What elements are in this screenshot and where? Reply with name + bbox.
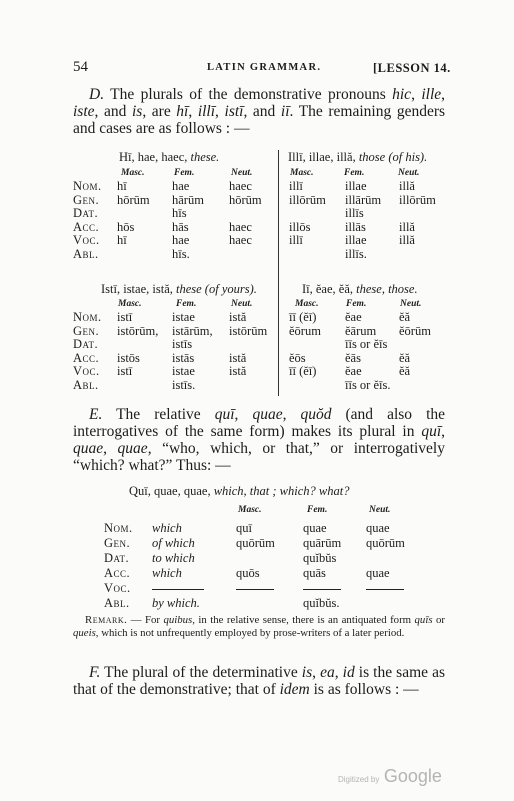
cell: illōrūm (399, 192, 436, 207)
word-quis: quīs (414, 614, 433, 626)
cell: illī (289, 179, 303, 193)
cell: illă (399, 219, 415, 234)
cell: istă (229, 310, 247, 324)
cell (289, 207, 326, 221)
isti-col-neut (229, 311, 267, 392)
cell (399, 379, 431, 393)
ii-col-neut (399, 311, 431, 392)
word-ea: ea (320, 664, 335, 681)
cell: to which (152, 551, 195, 565)
word-is: is (131, 103, 143, 120)
sep: , (103, 440, 118, 457)
paragraph-e (73, 406, 445, 474)
cell: ĕārum (345, 323, 377, 338)
cell: istās (172, 350, 195, 365)
cell: istōrūm, (117, 323, 159, 338)
cell-empty-rule (152, 581, 204, 596)
para-d-text-3: , are (142, 103, 177, 120)
cell: quae (366, 521, 390, 535)
cell: ĕōs (289, 350, 306, 365)
cell: īīs or ĕīs (345, 337, 388, 351)
ii-head-fem: Fem. (346, 299, 367, 309)
word-iste: iste (73, 103, 95, 120)
cell: ĕās (345, 350, 361, 365)
cell (229, 379, 267, 393)
case-label: Abl. (104, 596, 130, 610)
word-ille: ille (421, 86, 442, 103)
cell: illōrūm (289, 192, 326, 207)
cell (236, 551, 275, 566)
illi-head-fem: Fem. (344, 168, 365, 178)
case-label: Abl. (73, 246, 99, 261)
cell-empty-rule (236, 581, 275, 596)
sep: , (234, 406, 253, 423)
qui-head-masc: Masc. (238, 505, 262, 515)
isti-col-masc (117, 311, 158, 392)
cell: illă (399, 233, 415, 247)
table-hi-title (119, 150, 219, 165)
cell (229, 207, 262, 221)
remark (73, 614, 445, 639)
remark-text-3: or (432, 614, 445, 626)
qui-col-fem (303, 521, 341, 611)
google-logo: Google (383, 766, 442, 786)
table-qui-meaning: which, that ; which? what? (213, 484, 350, 498)
cell (236, 596, 275, 611)
sep: , (188, 103, 198, 120)
cell: illae (345, 179, 367, 193)
word-hic: hic (392, 86, 412, 103)
cell: by which. (152, 596, 200, 610)
illi-col-neut (399, 180, 436, 261)
cell (117, 248, 150, 262)
cell: illārūm (345, 192, 382, 207)
word-qui: quī (421, 423, 442, 440)
word-qui: quī (214, 406, 235, 423)
qui-head-neut: Neut. (369, 505, 391, 515)
para-d-text-5: . The remaining genders and cases are as follows : — (73, 103, 446, 137)
case-label: Abl. (73, 377, 99, 392)
hi-col-neut (229, 180, 262, 261)
cell (399, 248, 436, 262)
cell: quās (303, 566, 326, 580)
remark-text-1: — For (127, 614, 164, 626)
cell: hae (172, 233, 190, 247)
case-label: Acc. (73, 219, 100, 234)
sep: , (312, 664, 321, 681)
column-divider (278, 150, 279, 396)
table-isti-forms: Istī, istae, istă, (101, 282, 173, 296)
page-number: 54 (73, 59, 88, 75)
cell: hōrūm (229, 192, 262, 207)
para-f-text-1: The plural of the determinative (100, 664, 302, 681)
ii-head-masc: Masc. (295, 299, 319, 309)
illi-col-masc (289, 180, 326, 261)
cell (117, 207, 150, 221)
hi-head-fem: Fem. (174, 168, 195, 178)
case-label: Acc. (104, 566, 131, 580)
cell: quōrūm (366, 536, 405, 550)
table-illi-forms: Illī, illae, illă, (288, 150, 356, 164)
table-illi-meaning: those (of his). (358, 150, 428, 164)
para-d-text-2: , and (94, 103, 132, 120)
para-d-text-1: The plurals of the demonstrative pronouns (104, 86, 393, 103)
sep: , (282, 406, 301, 423)
cell: ĕă (399, 350, 411, 365)
isti-cases (73, 311, 102, 392)
cell (289, 338, 321, 352)
cell: haec (229, 179, 252, 193)
cell (229, 338, 267, 352)
sep: , (215, 103, 225, 120)
cell: istae (172, 310, 195, 324)
cell: haec (229, 219, 252, 234)
cell: hōs (117, 219, 135, 234)
case-label: Dat. (73, 206, 99, 220)
isti-head-masc: Masc. (118, 299, 142, 309)
qui-head-fem: Fem. (307, 505, 328, 515)
word-quibus: quibus (163, 614, 193, 626)
remark-label: Remark. (85, 614, 128, 626)
cell: quĭbŭs. (303, 596, 340, 610)
qui-col-english (152, 521, 204, 611)
cell: hae (172, 179, 190, 193)
cell: istī (117, 310, 133, 324)
table-illi-title (288, 150, 427, 165)
sep: , (441, 423, 445, 440)
cell: istă (229, 350, 247, 365)
para-e-text-1: The relative (102, 406, 215, 423)
cell: hī (117, 233, 127, 247)
cell: quōs (236, 566, 260, 580)
cell: illīs (345, 206, 364, 220)
cell (366, 596, 405, 611)
cell: illōs (289, 219, 311, 234)
case-label: Voc. (73, 233, 100, 247)
para-f-text-2: is the same as that of the demonstrative; that of (73, 664, 445, 698)
hi-col-masc (117, 180, 150, 261)
cell: illās (345, 219, 366, 234)
case-label: Gen. (104, 536, 131, 550)
hi-col-fem (172, 180, 204, 261)
ii-col-masc (289, 311, 321, 392)
table-ii-title (302, 282, 418, 297)
cell: hīs (172, 206, 187, 220)
word-quae: quae (73, 440, 104, 457)
para-f-letter: F. (89, 664, 101, 681)
cell-empty-rule (366, 581, 405, 596)
cell: quōrūm (236, 536, 275, 550)
lesson-label: [LESSON 14. (373, 61, 451, 75)
cell: hārūm (172, 192, 204, 207)
case-label: Nom. (73, 179, 102, 193)
cell (229, 248, 262, 262)
cell: istīs. (172, 377, 196, 392)
cell: quārūm (303, 536, 342, 550)
cell: hōrūm (117, 192, 150, 207)
table-ii-meaning: these, those. (356, 282, 418, 296)
word-id: id (342, 664, 355, 681)
isti-head-neut: Neut. (231, 299, 253, 309)
watermark-prefix: Digitized by (338, 775, 380, 784)
cell (117, 379, 158, 393)
table-qui-forms: Quī, quae, quae, (129, 484, 211, 498)
isti-col-fem (172, 311, 213, 392)
hi-cases (73, 180, 102, 261)
sep: , (334, 664, 343, 681)
cell: istī (117, 364, 133, 378)
sep: , (411, 86, 422, 103)
cell: istōrūm (229, 323, 268, 338)
cell: istārūm, (172, 323, 213, 338)
case-label: Voc. (73, 364, 100, 378)
qui-col-masc (236, 521, 275, 611)
case-label: Gen. (73, 192, 100, 207)
cell: ĕă (399, 310, 411, 324)
hi-head-neut: Neut. (231, 168, 253, 178)
case-label: Voc. (104, 581, 131, 595)
cell: istīs (172, 337, 193, 351)
case-label: Acc. (73, 350, 100, 365)
case-label: Dat. (104, 551, 130, 565)
word-quod: quŏd (300, 406, 332, 423)
cell: illă (399, 179, 415, 193)
cell: istă (229, 364, 247, 378)
isti-head-fem: Fem. (176, 299, 197, 309)
cell (117, 338, 158, 352)
digitized-watermark (338, 766, 442, 787)
cell (289, 379, 321, 393)
para-e-text-3: , “who, which, or that,” or interrogatively “which? what?” Thus: — (73, 440, 445, 474)
para-d-letter: D. (89, 86, 105, 103)
cell: of which (152, 536, 195, 550)
cell: hīs. (172, 246, 190, 261)
remark-text-4: , which is not unfrequently employed by prose-writers of a later period. (95, 626, 405, 639)
paragraph-d (73, 86, 445, 137)
cell: quae (366, 566, 390, 580)
cell: ĕae (345, 364, 362, 378)
cell: ĕōrum (289, 323, 321, 338)
cell: īī (ĕī) (289, 310, 317, 324)
table-ii-forms: Iī, ĕae, ĕă, (302, 282, 354, 296)
para-d-text-4: , and (243, 103, 281, 120)
ii-col-fem (345, 311, 390, 392)
word-quae: quae (252, 406, 283, 423)
cell: illīs. (345, 246, 367, 261)
case-label: Dat. (73, 337, 99, 351)
qui-cases (104, 521, 133, 611)
cell: which (152, 521, 182, 535)
cell: illī (289, 233, 303, 247)
para-f-text-3: is as follows : — (309, 681, 419, 698)
word-isti: istī (224, 103, 244, 120)
cell: hās (172, 219, 189, 234)
word-is: is (301, 664, 313, 681)
word-illi: illī (197, 103, 216, 120)
word-idem: idem (279, 681, 310, 698)
para-e-letter: E. (89, 406, 103, 423)
ii-head-neut: Neut. (400, 299, 422, 309)
cell: ĕă (399, 364, 411, 378)
cell: hī (117, 179, 127, 193)
table-hi-forms: Hī, hae, haec, (119, 150, 188, 164)
cell: which (152, 566, 182, 580)
word-queis: queis (73, 626, 96, 639)
table-qui-title (129, 484, 349, 499)
word-hi: hī (176, 103, 189, 120)
cell: istōs (117, 350, 140, 365)
case-label: Nom. (104, 521, 133, 535)
illi-head-neut: Neut. (398, 168, 420, 178)
cell: ĕae (345, 310, 362, 324)
word-quae: quae (117, 440, 148, 457)
cell: istae (172, 364, 195, 378)
case-label: Gen. (73, 323, 100, 338)
running-title: LATIN GRAMMAR. (207, 62, 322, 73)
sep: , (441, 86, 446, 103)
illi-col-fem (345, 180, 381, 261)
hi-head-masc: Masc. (121, 168, 145, 178)
cell: quī (236, 521, 252, 535)
illi-head-masc: Masc. (290, 168, 314, 178)
case-label: Nom. (73, 310, 102, 324)
table-isti-title (101, 282, 257, 297)
cell: īī (ĕī) (289, 364, 317, 378)
paragraph-f (73, 664, 445, 698)
table-isti-meaning: these (of yours). (176, 282, 257, 296)
word-ii: iī (280, 103, 290, 120)
cell (399, 338, 431, 352)
cell (366, 551, 405, 566)
table-hi-meaning: these. (190, 150, 220, 164)
cell: haec (229, 233, 252, 247)
qui-col-neut (366, 521, 405, 611)
cell: quae (303, 521, 327, 535)
remark-text-2: , in the relative sense, there is an antiquated form (192, 614, 415, 626)
cell: īīs or ĕīs. (345, 377, 391, 392)
cell (399, 207, 436, 221)
para-e-text-2: (and also the interrogatives of the same form) makes its plural in (73, 406, 446, 440)
cell: ĕōrūm (399, 323, 431, 338)
cell: illae (345, 233, 367, 247)
cell-empty-rule (303, 581, 341, 596)
cell: quĭbŭs (303, 551, 337, 565)
cell (289, 248, 326, 262)
